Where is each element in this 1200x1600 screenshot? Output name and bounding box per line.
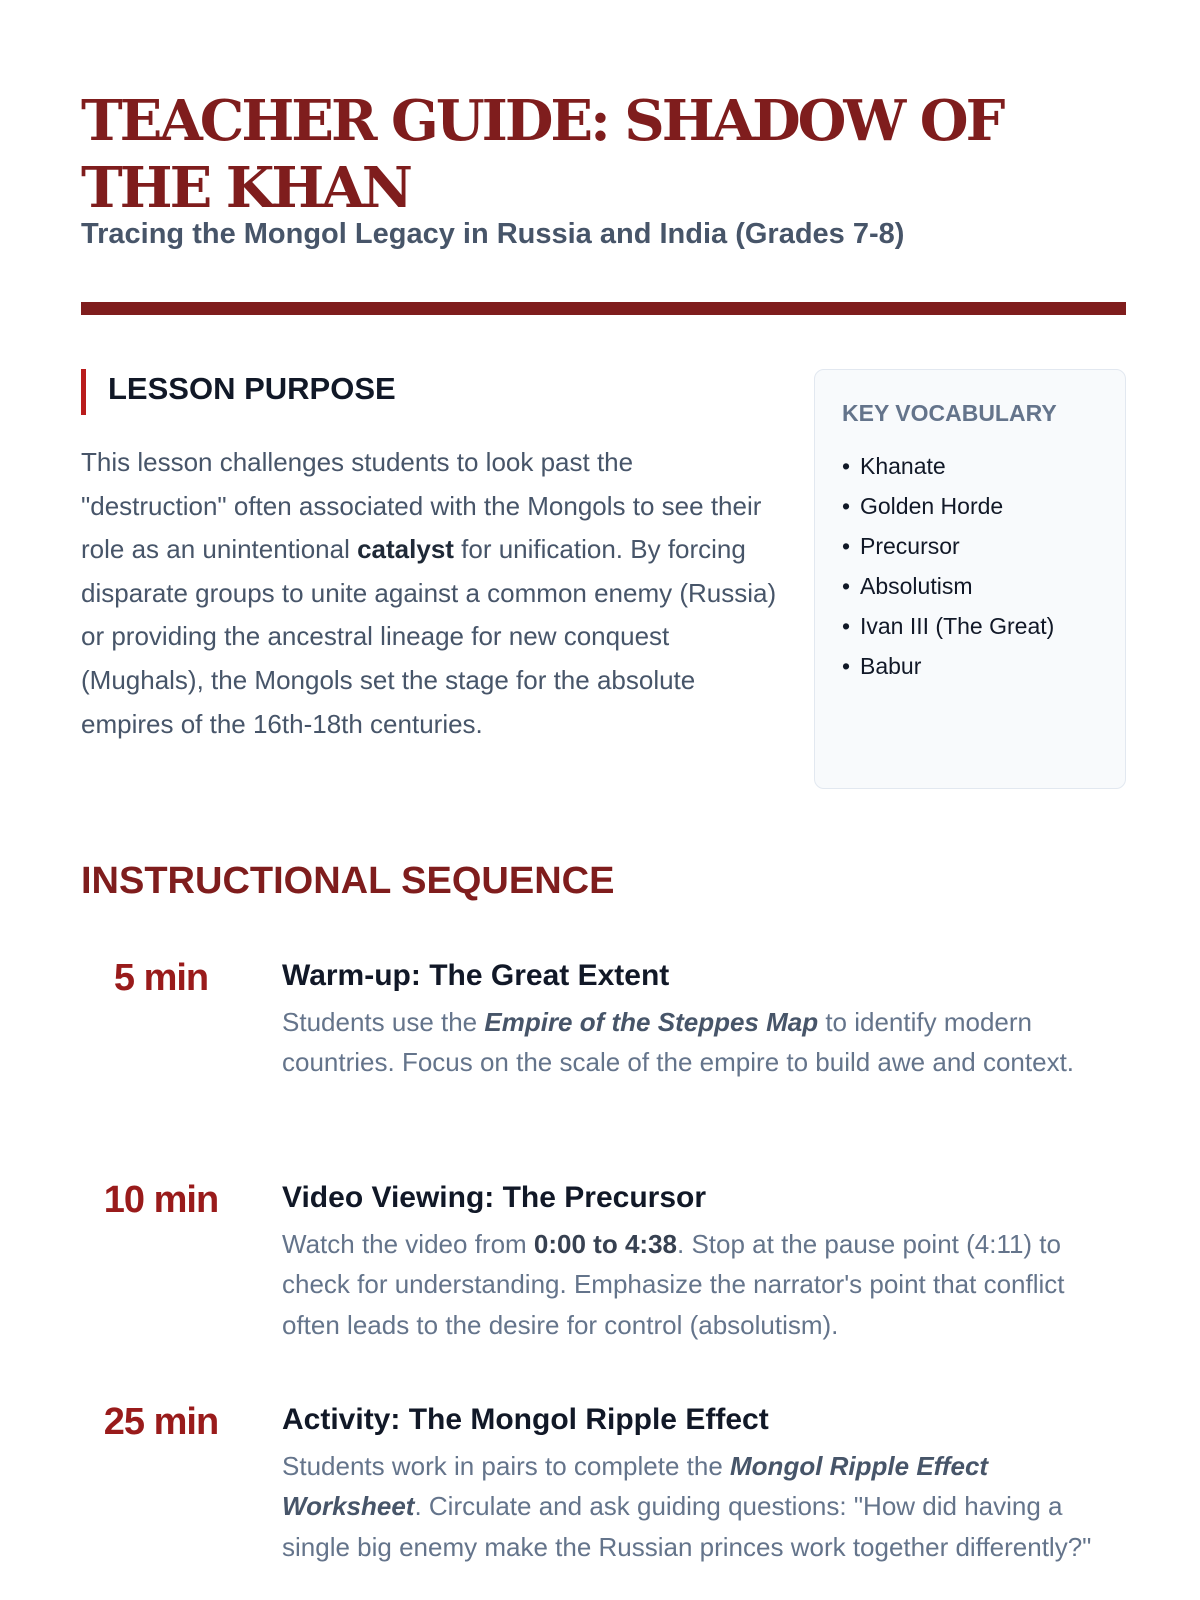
step-description <box>282 1224 1117 1345</box>
vocabulary-list <box>842 446 1054 686</box>
step-title: Video Viewing: The Precursor <box>282 1181 707 1214</box>
step-timestamp: 0:00 to 4:38 <box>533 1229 677 1259</box>
vocabulary-item <box>842 566 1054 606</box>
page-subtitle: Tracing the Mongol Legacy in Russia and India (Grades 7-8) <box>81 218 905 250</box>
step-duration: 25 min <box>103 1401 219 1443</box>
page-title: TEACHER GUIDE: SHADOW OF THE KHAN <box>81 88 1003 221</box>
step-resource-title: Mongol Ripple Effect Worksheet <box>282 1451 989 1522</box>
bullet-icon: • <box>842 493 851 519</box>
step-text-part-1: Students use the <box>282 1007 485 1037</box>
vocabulary-term: Golden Horde <box>860 493 1004 519</box>
bullet-icon: • <box>842 533 851 559</box>
key-vocabulary-box <box>814 369 1126 789</box>
section-accent-bar <box>81 369 86 415</box>
vocabulary-term: Ivan III (The Great) <box>860 613 1055 639</box>
vocabulary-item <box>842 486 1054 526</box>
step-duration: 5 min <box>113 957 209 999</box>
header-divider <box>81 302 1126 315</box>
vocabulary-term: Khanate <box>860 453 946 479</box>
vocabulary-term: Absolutism <box>860 573 973 599</box>
instructional-sequence-heading: INSTRUCTIONAL SEQUENCE <box>81 860 615 902</box>
bullet-icon: • <box>842 613 851 639</box>
lesson-purpose-heading: LESSON PURPOSE <box>108 371 396 406</box>
step-text-part-1: Watch the video from <box>282 1229 534 1259</box>
bullet-icon: • <box>842 653 851 679</box>
step-text-part-2: . Circulate and ask guiding questions: "How did having a single big enemy make the Russian princes work together differently?" <box>282 1491 1092 1562</box>
step-description <box>282 1446 1117 1567</box>
vocabulary-term: Precursor <box>860 533 960 559</box>
vocabulary-item <box>842 646 1054 686</box>
purpose-emphasis: catalyst <box>357 534 454 565</box>
step-title: Warm-up: The Great Extent <box>282 959 670 992</box>
vocabulary-item <box>842 526 1054 566</box>
step-description <box>282 1002 1117 1083</box>
vocabulary-item <box>842 446 1054 486</box>
key-vocabulary-heading: KEY VOCABULARY <box>842 400 1057 426</box>
purpose-text-part-2: for unification. By forcing disparate groups to unite against a common enemy (Russia) or providing the ancestral lineage for new conquest (Mughals), the Mongols set the stage for the absolute empires of the 16th-18th centuries. <box>81 534 777 739</box>
step-text-part-2: to identify modern countries. Focus on the scale of the empire to build awe and context. <box>282 1007 1075 1078</box>
step-title: Activity: The Mongol Ripple Effect <box>282 1403 769 1436</box>
purpose-text-part-1: This lesson challenges students to look past the "destruction" often associated with the Mongols to see their role as an unintentional <box>81 447 762 565</box>
step-resource-title: Empire of the Steppes Map <box>484 1007 819 1037</box>
step-text-part-1: Students work in pairs to complete the <box>282 1451 731 1481</box>
vocabulary-term: Babur <box>860 653 922 679</box>
bullet-icon: • <box>842 573 851 599</box>
step-duration: 10 min <box>103 1179 219 1221</box>
bullet-icon: • <box>842 453 851 479</box>
lesson-purpose-text <box>81 441 781 746</box>
vocabulary-item <box>842 606 1054 646</box>
step-text-part-2: . Stop at the pause point (4:11) to check for understanding. Emphasize the narrator's point that conflict often leads to the desire for control (absolutism). <box>282 1229 1065 1340</box>
